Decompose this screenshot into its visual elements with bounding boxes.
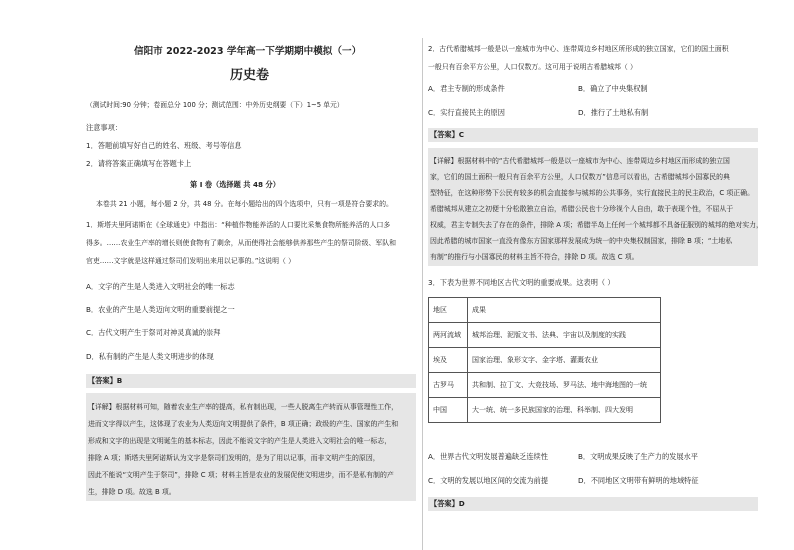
table-cell: 中国 [429,398,468,423]
table-header-cell: 成果 [468,298,661,323]
q1-explain-3: 形成和文字的出现是文明诞生的基本标志，因此不能说文字的产生是人类进入文明社会的唯一标志， [88,437,392,445]
notice-item-1: 1．答题前填写好自己的姓名、班级、考号等信息 [86,141,242,150]
table-cell: 大一统、统一多民族国家的治理、科举制、四大发明 [468,398,661,423]
q1-explain-6: 生，排除 D 项。故选 B 项。 [88,488,176,496]
q2-explain-2: 家，它们的国土面积一般只有百余平方公里，人口仅数万”信息可以看出，古希腊城邦小国寡民的典 [430,173,730,181]
table-header-row [429,298,661,323]
table-row [429,348,661,373]
q2-explain-3: 型特征，在这种形势下公民有较多的机会直接参与城邦的公共事务，实行直接民主的民主政治，C 项正确。 [430,189,754,197]
q2-option-d: D．推行了土地私有制 [578,108,649,117]
q1-explain-5: 因此不能说“文明产生于祭司”，排除 C 项；材料主旨是农业的发展促使文明进步，而不是私有制的产 [88,471,394,479]
table-cell: 城邦治理、泥版文书、法典、宇宙以及制度的实践 [468,323,661,348]
q1-option-d: D．私有制的产生是人类文明进步的体现 [86,352,214,361]
q2-explain-4: 希腊城邦从建立之初便十分松散独立自治，希腊公民也十分珍视个人自由，敢于表现个性，不屈从于 [430,205,734,213]
achievements-table [428,297,661,423]
q1-line-1: 1．斯塔夫里阿诺斯在《全球通史》中指出：“种植作物能养活的人口要比采集食物所能养活的人口多 [86,221,391,229]
q2-option-b: B．确立了中央集权制 [578,84,648,93]
q1-option-a: A．文字的产生是人类进入文明社会的唯一标志 [86,282,235,291]
notice-item-2: 2．请将答案正确填写在答题卡上 [86,159,192,168]
table-row [429,323,661,348]
q2-explain-5: 权威，君主专制失去了存在的条件，排除 A 项；希腊半岛上任何一个城邦都不具备征服别的城邦的绝对实力， [430,221,763,229]
q3-option-c: C．文明的发展以地区间的交流为前提 [428,476,549,485]
q2-option-a: A．君主专制的形成条件 [428,84,505,93]
q2-line-2: 一般只有百余平方公里，人口仅数万。这可用于说明古希腊城邦（ ） [428,63,637,71]
q3-option-b: B．文明成果反映了生产力的发展水平 [578,452,698,461]
part1-description: 本卷共 21 小题，每小题 2 分，共 48 分。在每小题给出的四个选项中，只有一项是符合要求的。 [96,200,393,208]
q1-option-b: B．农业的产生是人类迈向文明的重要前提之一 [86,305,235,314]
q2-explain-6: 因此希腊的城市国家一直没有像东方国家那样发展成为统一的中央集权制国家，排除 B 项；“土地私 [430,237,733,245]
notice-heading: 注意事项： [86,123,122,132]
table-row [429,398,661,423]
column-divider [422,38,423,550]
q3-answer: 【答案】D [430,499,465,508]
q2-answer-band [428,128,758,142]
exam-info: （测试时间:90 分钟；卷面总分 100 分；测试范围：中外历史纲要（下）1~5 单元） [86,101,344,109]
table-cell: 两河流域 [429,323,468,348]
q1-explain-1: 【详解】根据材料可知，随着农业生产率的提高，私有制出现，一些人脱离生产转而从事管理性工作， [88,403,399,411]
q1-explain-2: 进而文字得以产生，这体现了农业为人类迈向文明提供了条件，B 项正确；政级的产生、国家的产生和 [88,420,399,428]
q2-option-c: C．实行直接民主的原因 [428,108,505,117]
table-cell: 古罗马 [429,373,468,398]
table-cell: 国家治理、象形文字、金字塔、灌溉农业 [468,348,661,373]
part1-heading: 第 I 卷（选择题 共 48 分） [190,180,280,189]
q1-line-3: 官吏……文字就是这样通过祭司们发明出来用以记事的。”这说明（ ） [86,257,296,265]
table-cell: 埃及 [429,348,468,373]
q1-answer: 【答案】B [88,376,123,385]
q2-answer: 【答案】C [430,130,465,139]
table-header-cell: 地区 [429,298,468,323]
subject-title: 历史卷 [230,68,270,83]
exam-title: 信阳市 2022-2023 学年高一下学期期中模拟（一） [134,46,362,57]
q1-line-2: 得多。……农业生产率的增长则使食物有了剩余，从而使得社会能够供养那些产生的祭司阶级、军队和 [86,239,397,247]
q1-answer-band [86,374,416,388]
q2-explain-7: 有制”的推行与小国寡民的材料主旨不符合，排除 D 项。故选 C 项。 [430,253,639,261]
q1-explain-4: 排除 A 项；斯塔夫里阿诺斯认为文字是祭司们发明的，是为了用以记事，而非文明产生的原因， [88,454,380,462]
q3-option-a: A．世界古代文明发展普遍缺乏连续性 [428,452,548,461]
q1-option-c: C．古代文明产生于祭司对神灵真诚的崇拜 [86,328,221,337]
q3-stem: 3．下表为世界不同地区古代文明的重要成果。这表明（ ） [428,278,615,287]
table-cell: 共和制、拉丁文、大竞技场、罗马法、地中海地图的一统 [468,373,661,398]
q2-explain-1: 【详解】根据材料中的“古代希腊城邦一般是以一座城市为中心、连带周边乡村地区而形成的独立国 [430,157,730,165]
table-row [429,373,661,398]
q2-line-1: 2．古代希腊城邦一般是以一座城市为中心、连带周边乡村地区所形成的独立国家，它们的国土面积 [428,45,729,53]
q3-answer-band [428,497,758,511]
q3-option-d: D．不同地区文明带有鲜明的地域特征 [578,476,699,485]
